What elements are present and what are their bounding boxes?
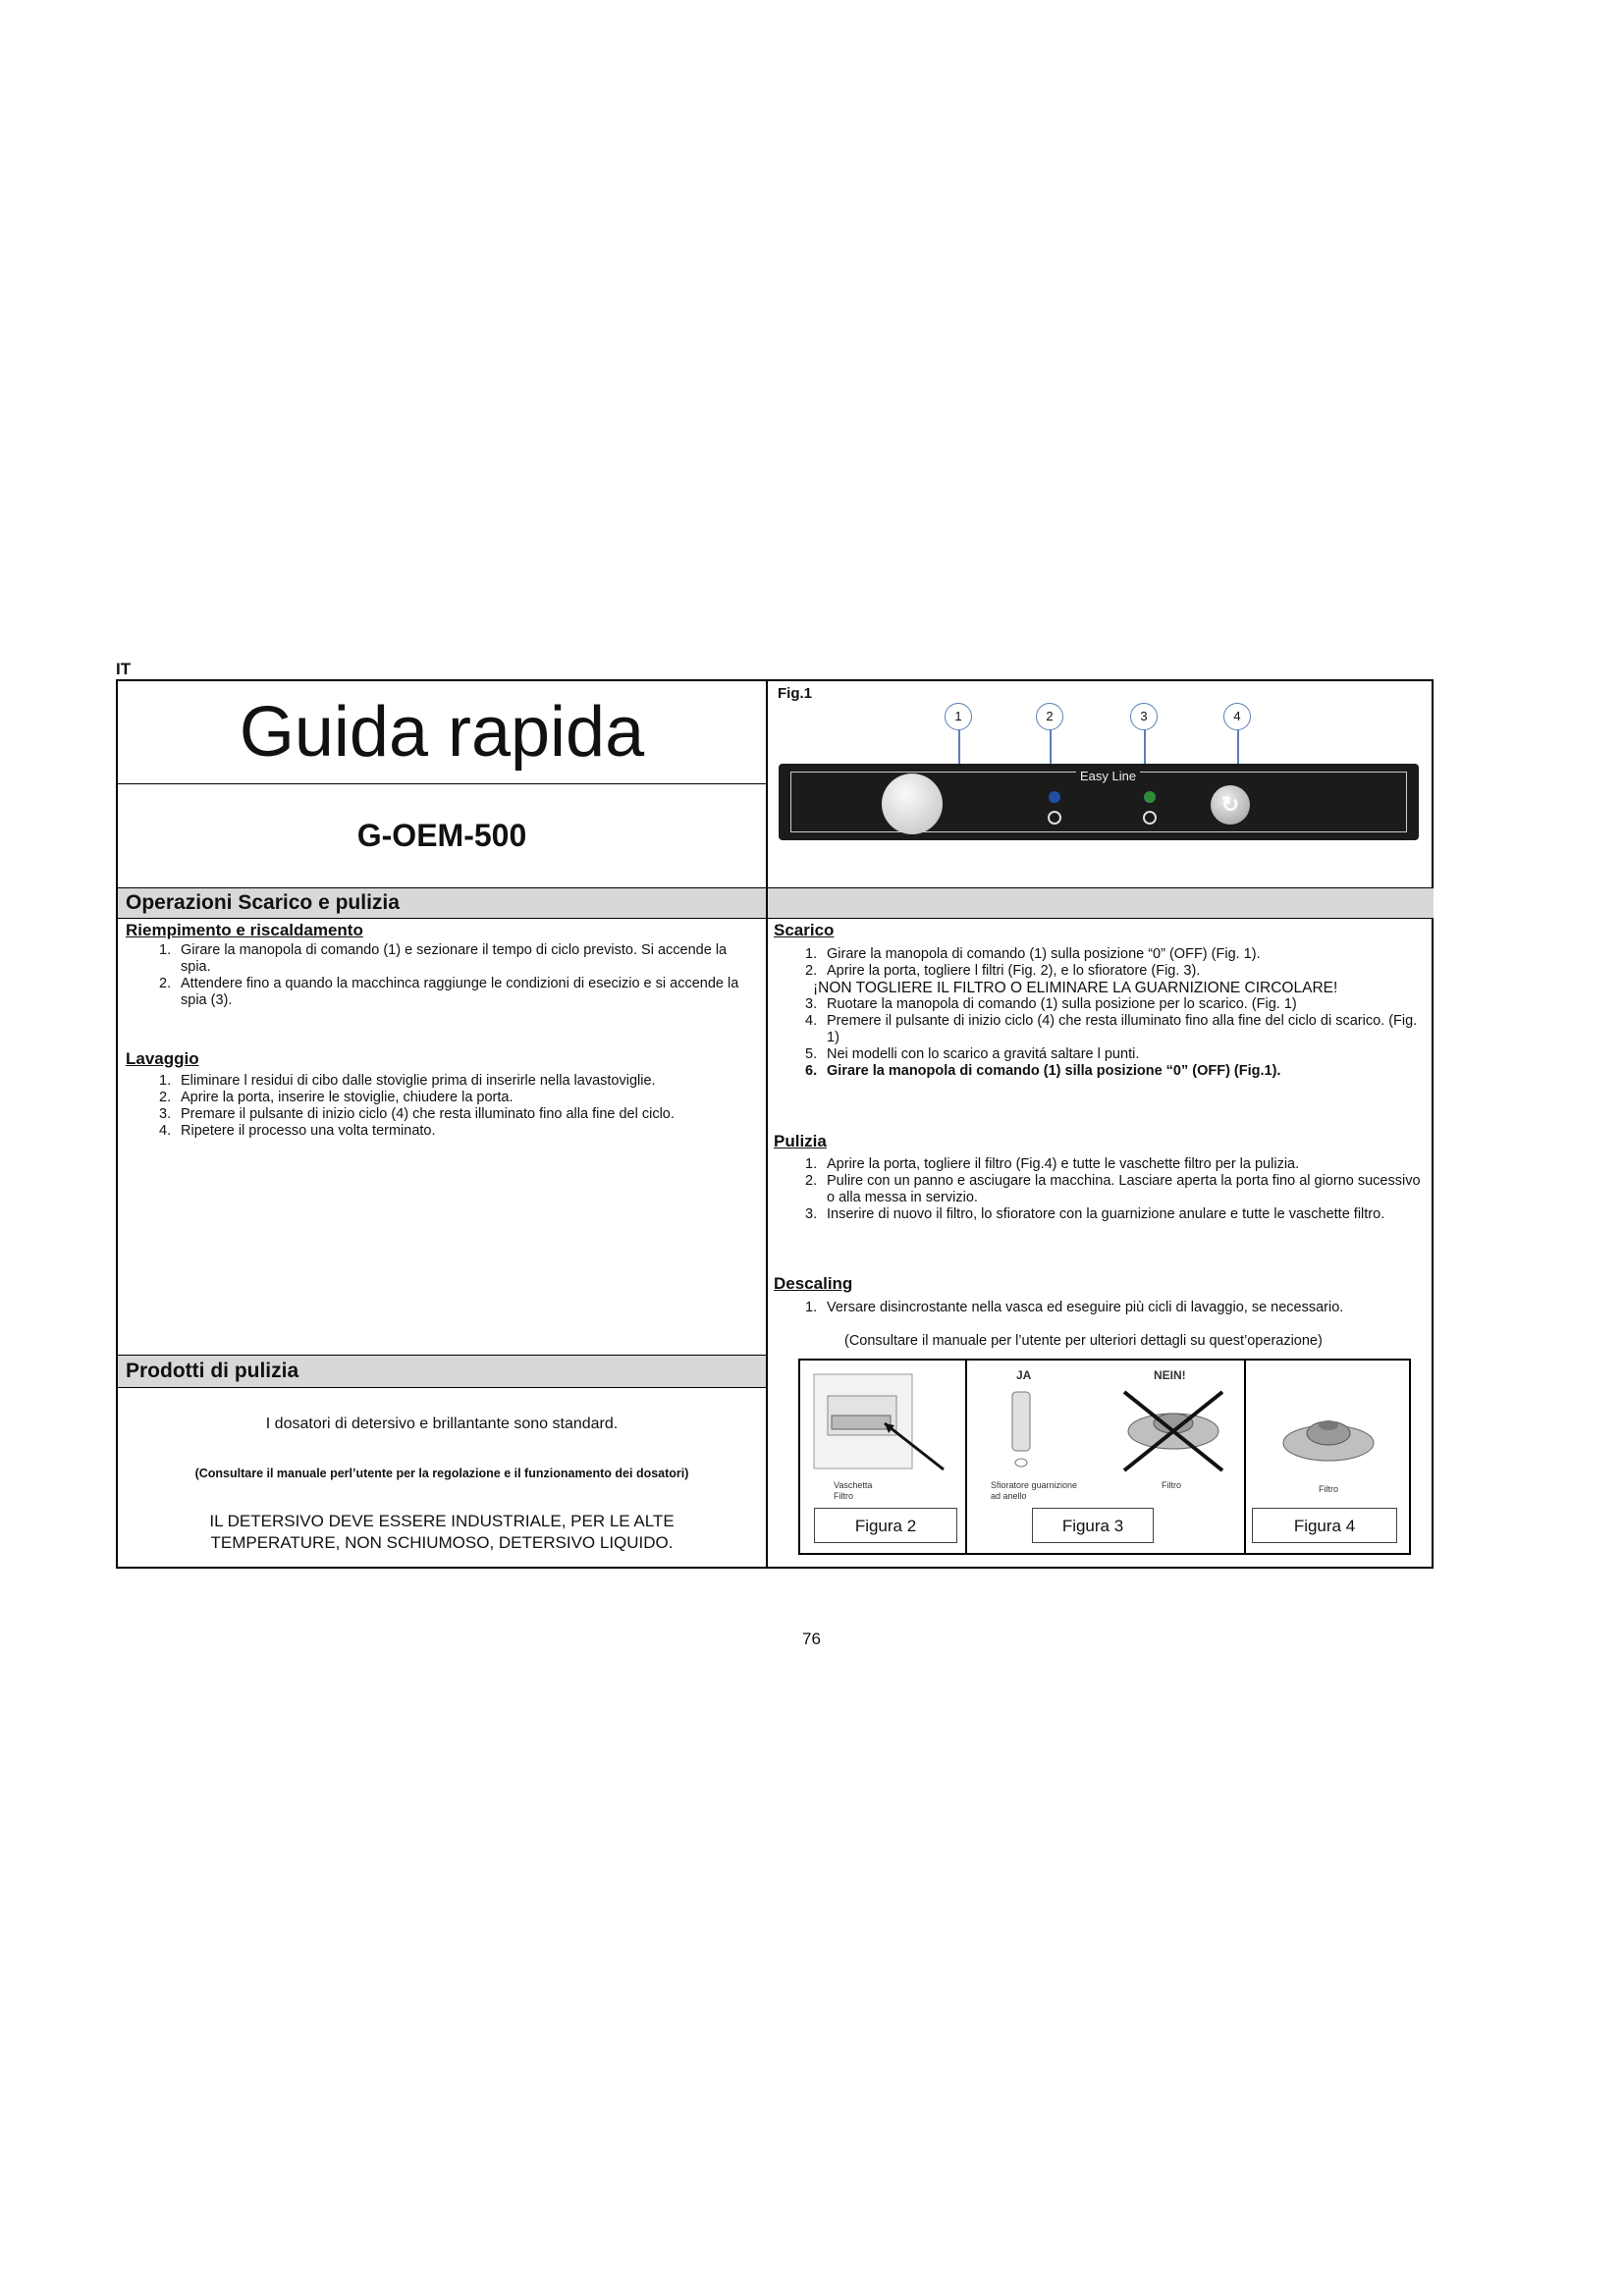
heading-riempimento: Riempimento e riscaldamento — [126, 921, 363, 939]
heading-descaling: Descaling — [774, 1274, 853, 1293]
fig3-caption: Figura 3 — [1032, 1508, 1154, 1543]
page-title: Guida rapida — [118, 681, 766, 784]
list-item: 1. Eliminare l residui di cibo dalle stoviglie prima di inserirle nella lavastoviglie. — [159, 1073, 656, 1089]
fig4-label: Filtro — [1319, 1484, 1338, 1494]
list-item: 5. Nei modelli con lo scarico a gravitá saltare l punti. — [805, 1046, 1140, 1062]
list-item: 1. Girare la manopola di comando (1) e sezionare il tempo di ciclo previsto. Si accende la spia. — [159, 942, 728, 975]
control-panel-illustration — [779, 764, 1419, 840]
start-cycle-button-icon: ↻ — [1211, 785, 1250, 825]
callout-3: 3 — [1130, 703, 1158, 730]
prodotti-note: (Consultare il manuale perl’utente per la regolazione e il funzionamento dei dosatori) — [194, 1467, 689, 1480]
fig2-label: Vaschetta Filtro — [834, 1480, 873, 1501]
fig3-right-label: Filtro — [1162, 1480, 1181, 1490]
list-item: 1. Girare la manopola di comando (1) sulla posizione “0” (OFF) (Fig. 1). — [805, 946, 1261, 962]
list-descaling — [805, 1300, 1424, 1316]
list-pulizia — [805, 1156, 1424, 1223]
language-code: IT — [116, 660, 132, 678]
figure-divider — [965, 1361, 967, 1553]
list-item: 1. Aprire la porta, togliere il filtro (Fig.4) e tutte le vaschette filtro per la pulizia. — [805, 1156, 1300, 1172]
control-knob-icon — [882, 774, 943, 834]
list-item: 3. Premare il pulsante di inizio ciclo (4) che resta illuminato fino alla fine del ciclo. — [159, 1106, 675, 1122]
list-item: 2. Aprire la porta, inserire le stoviglie, chiudere la porta. — [159, 1090, 514, 1105]
list-item: 2. Attendere fino a quando la macchinca raggiunge le condizioni di esecizio e si accende la spia (3). — [159, 976, 739, 1008]
power-symbol-icon — [1048, 811, 1061, 825]
fig2-caption: Figura 2 — [814, 1508, 957, 1543]
callout-4: 4 — [1223, 703, 1251, 730]
section-header-prodotti: Prodotti di pulizia — [118, 1355, 766, 1388]
temperature-symbol-icon — [1143, 811, 1157, 825]
fig3-left-label: Sfioratore guarnizione ad anello — [991, 1480, 1078, 1501]
filter-basket-illustration — [806, 1366, 953, 1474]
heading-scarico: Scarico — [774, 921, 835, 939]
heading-lavaggio: Lavaggio — [126, 1049, 199, 1068]
panel-brand-label: Easy Line — [1076, 769, 1140, 783]
list-scarico — [805, 946, 1424, 1080]
list-item: 2. Aprire la porta, togliere l filtri (Fig. 2), e lo sfioratore (Fig. 3). — [805, 963, 1201, 979]
list-item: 1. Versare disincrostante nella vasca ed eseguire più cicli di lavaggio, se necessario. — [805, 1300, 1344, 1315]
figure-divider — [1244, 1361, 1246, 1553]
fig1-label: Fig.1 — [778, 685, 813, 702]
callout-1: 1 — [945, 703, 972, 730]
column-divider — [766, 681, 768, 1567]
prodotti-warning-2: TEMPERATURE, NON SCHIUMOSO, DETERSIVO LIQUIDO. — [210, 1533, 674, 1552]
list-item: 2. Pulire con un panno e asciugare la macchina. Lasciare aperta la porta fino al giorno sucessivo o alla messa in servizio. — [805, 1173, 1421, 1205]
prodotti-line-1: I dosatori di detersivo e brillantante sono standard. — [265, 1415, 619, 1432]
filter-illustration — [1260, 1400, 1397, 1478]
list-item: 4. Premere il pulsante di inizio ciclo (4) che resta illuminato fino alla fine del ciclo di scarico. (Fig. 1) — [805, 1013, 1418, 1045]
list-item: ¡NON TOGLIERE IL FILTRO O ELIMINARE LA GUARNIZIONE CIRCOLARE! — [813, 980, 1338, 996]
figures-strip — [798, 1359, 1411, 1555]
callout-2: 2 — [1036, 703, 1063, 730]
quick-guide-table — [116, 679, 1434, 1569]
list-item: 3. Ruotare la manopola di comando (1) sulla posizione per lo scarico. (Fig. 1) — [805, 996, 1297, 1012]
ready-led-icon — [1144, 791, 1156, 803]
descaling-note: (Consultare il manuale per l’utente per ulteriori dettagli su quest’operazione) — [844, 1333, 1323, 1349]
section-header-right-blank — [768, 887, 1434, 919]
power-led-icon — [1049, 791, 1060, 803]
model-name: G-OEM-500 — [356, 817, 527, 853]
list-item: 4. Ripetere il processo una volta terminato. — [159, 1123, 436, 1139]
page-number: 76 — [802, 1629, 821, 1648]
fig3-yes-label: JA — [1016, 1368, 1032, 1382]
fig4-caption: Figura 4 — [1252, 1508, 1397, 1543]
section-header-operazioni: Operazioni Scarico e pulizia — [118, 887, 766, 919]
list-item: 6. Girare la manopola di comando (1) silla posizione “0” (OFF) (Fig.1). — [805, 1063, 1281, 1079]
list-lavaggio — [159, 1073, 748, 1140]
fig3-no-label: NEIN! — [1154, 1368, 1186, 1382]
prodotti-warning-1: IL DETERSIVO DEVE ESSERE INDUSTRIALE, PER LE ALTE — [209, 1512, 675, 1530]
heading-pulizia: Pulizia — [774, 1132, 827, 1150]
list-item: 3. Inserire di nuovo il filtro, lo sfioratore con la guarnizione anulare e tutte le vaschette filtro. — [805, 1206, 1385, 1222]
list-riempimento — [159, 942, 748, 1009]
overflow-pipe-and-filter-illustration — [977, 1388, 1232, 1476]
